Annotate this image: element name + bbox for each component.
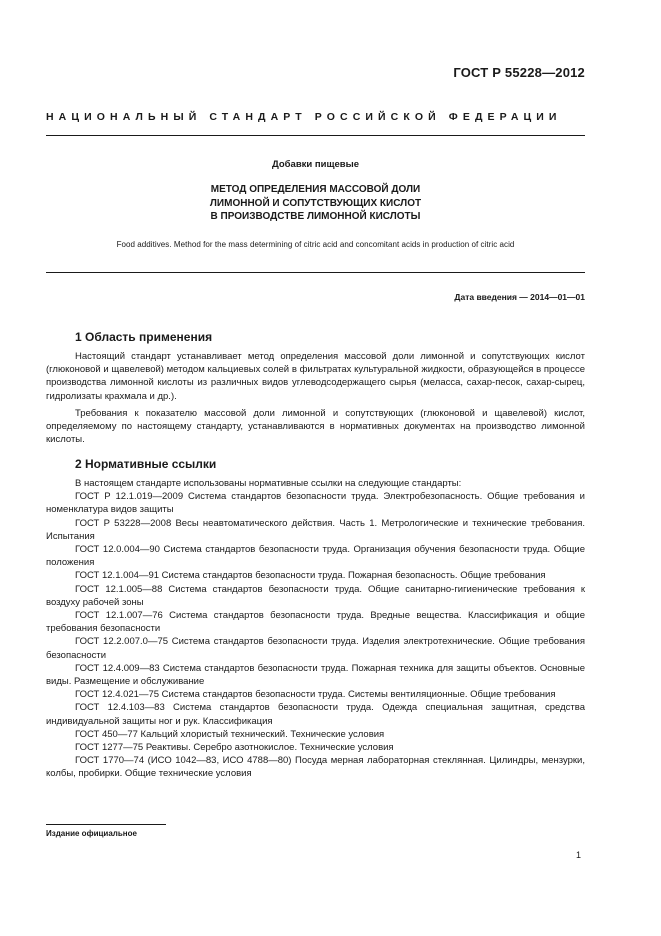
reference-item: ГОСТ 450—77 Кальций хлористый технический. Технические условия [75,728,385,740]
reference-item: ГОСТ 1277—75 Реактивы. Серебро азотнокислое. Технические условия [75,742,394,754]
reference-item: ГОСТ 12.4.103—83 Система стандартов безопасности труда. Одежда специальная защитная, средства индивидуальной защиты ног и рук. Классификация [46,702,585,727]
reference-item: ГОСТ Р 12.1.019—2009 Система стандартов безопасности труда. Электробезопасность. Общие требования и номенклатура видов защиты [46,491,585,516]
standard-title [46,183,585,224]
reference-item: ГОСТ 12.0.004—90 Система стандартов безопасности труда. Организация обучения безопасности труда. Общие положения [46,544,585,569]
standard-title-line: МЕТОД ОПРЕДЕЛЕНИЯ МАССОВОЙ ДОЛИ [210,184,421,195]
reference-item: ГОСТ 12.1.007—76 Система стандартов безопасности труда. Вредные вещества. Классификация и общие требования безопасности [46,610,585,635]
standard-title-line: В ПРОИЗВОДСТВЕ ЛИМОННОЙ КИСЛОТЫ [210,211,421,222]
paragraph: Настоящий стандарт устанавливает метод определения массовой доли лимонной и сопутствующих кислот (глюконовой и щавелевой) методом кальциевых солей в фильтратах культуральной жидкости, образующейся в процессе производства лимонной кислоты из различных видов углеводсодержащего сырья (меласса, сахар-песок, сахар-сырец, гидролизаты крахмала и др.). [46,351,585,402]
document-number: ГОСТ Р 55228—2012 [453,65,585,80]
reference-item: ГОСТ Р 53228—2008 Весы неавтоматического действия. Часть 1. Метрологические и технические требования. Испытания [46,517,585,542]
reference-item: ГОСТ 12.1.004—91 Система стандартов безопасности труда. Пожарная безопасность. Общие требования [75,570,546,582]
reference-item: ГОСТ 12.4.009—83 Система стандартов безопасности труда. Пожарная техника для защиты объектов. Основные виды. Размещение и обслуживание [46,662,585,688]
standard-title-line: ЛИМОННОЙ И СОПУТСТВУЮЩИХ КИСЛОТ [209,197,422,209]
reference-item: ГОСТ 12.4.021—75 Система стандартов безопасности труда. Системы вентиляционные. Общие требования [75,689,556,701]
national-standard-title: НАЦИОНАЛЬНЫЙ СТАНДАРТ РОССИЙСКОЙ ФЕДЕРАЦИИ [46,111,562,123]
standard-subject: Добавки пищевые [271,159,360,170]
middle-divider [46,272,585,273]
section-references-body [46,477,585,781]
introduction-date: Дата введения — 2014—01—01 [454,292,585,302]
section-heading-scope: 1 Область применения [75,330,213,344]
official-edition-label: Издание официальное [46,829,137,838]
top-divider [46,135,585,136]
section-heading-references: 2 Нормативные ссылки [75,457,217,471]
paragraph: Требования к показателю массовой доли лимонной и сопутствующих (глюконовой и щавелевой) кислот, определяемому по настоящему стандарту, устанавливаются в нормативных документах на производство лимонной кислоты. [46,407,585,446]
reference-item: ГОСТ 12.1.005—88 Система стандартов безопасности труда. Общие санитарно-гигиенические требования к воздуху рабочей зоны [46,583,585,608]
reference-item: ГОСТ 12.2.007.0—75 Система стандартов безопасности труда. Изделия электротехнические. Общие требования безопасности [46,636,585,661]
references-intro: В настоящем стандарте использованы нормативные ссылки на следующие стандарты: [75,478,462,489]
reference-item: ГОСТ 1770—74 (ИСО 1042—83, ИСО 4788—80) Посуда мерная лабораторная стеклянная. Цилиндры, мензурки, колбы, пробирки. Общие технические условия [46,755,585,780]
english-title: Food additives. Method for the mass determining of citric acid and concomitant acids in production of citric acid [116,240,515,249]
section-scope-body [46,350,585,446]
page-number: 1 [575,850,581,860]
footer-divider [46,824,166,825]
